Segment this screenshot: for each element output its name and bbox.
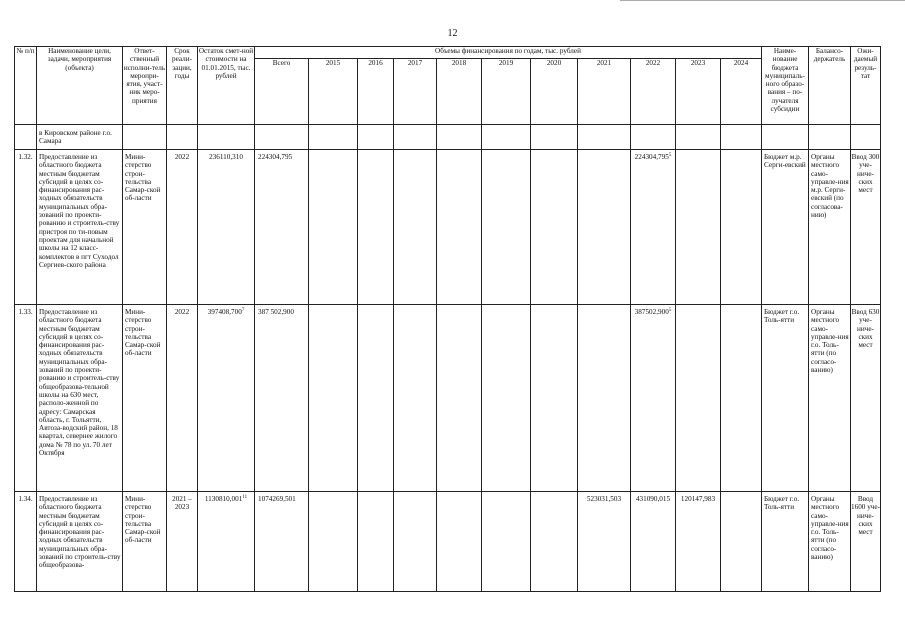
cell-empty xyxy=(762,125,809,150)
cell-empty xyxy=(394,125,437,150)
header-result: Ожи-даемый резуль-тат xyxy=(851,47,881,125)
row-y2015 xyxy=(309,492,358,592)
header-name: Наименование цели, задачи, мероприятия (объекта) xyxy=(37,47,123,125)
row-y2021: 523031,503 xyxy=(578,492,631,592)
row-y2024 xyxy=(721,305,762,492)
row-y2017 xyxy=(394,150,437,305)
row-y2015 xyxy=(309,150,358,305)
header-funding: Объемы финансирования по годам, тыс. рублей xyxy=(255,47,762,59)
row-responsible: Мини-стерство строи-тельства Самар-ской об-ласти xyxy=(123,492,167,592)
row-num: 1.32. xyxy=(15,150,37,305)
cell-empty xyxy=(531,125,578,150)
header-term: Срок реали-зации, годы xyxy=(167,47,198,125)
row-balance: 1130810,001$^{11}$ xyxy=(198,492,255,592)
table-row xyxy=(15,305,881,492)
row-y2016 xyxy=(358,305,394,492)
header-total: Всего xyxy=(255,59,309,125)
row-y2018 xyxy=(437,150,482,305)
row-num: 1.33. xyxy=(15,305,37,492)
cell-empty xyxy=(809,125,851,150)
row-holder: Органы местного само-управле-ния г.о. Толь-ятти (по согласо-ванию) xyxy=(809,305,851,492)
cell-empty xyxy=(167,125,198,150)
header-balance: Остаток смет-ной стоимости на 01.01.2015, тыс. рублей xyxy=(198,47,255,125)
row-result: Ввод 1600 уче-ниче-ских мест xyxy=(851,492,881,592)
row-total: 224304,795 xyxy=(255,150,309,305)
cell-empty xyxy=(631,125,676,150)
row-y2021 xyxy=(578,150,631,305)
row-holder: Органы местного само-управле-ния г.о. Толь-ятти (по согласо-ванию) xyxy=(809,492,851,592)
header-year-2023: 2023 xyxy=(676,59,721,125)
header-year-2015: 2015 xyxy=(309,59,358,125)
row-result: Ввод 630 уче-ниче-ских мест xyxy=(851,305,881,492)
row-y2022: 431090,015 xyxy=(631,492,676,592)
continuation-row xyxy=(15,125,881,150)
row-y2024 xyxy=(721,150,762,305)
cell-empty xyxy=(721,125,762,150)
row-y2019 xyxy=(482,150,531,305)
row-y2018 xyxy=(437,492,482,592)
row-name: Предоставление из областного бюджета местным бюджетам субсидий в целях со-финансирования рас-ходных обязательств муниципальных обра-зований по проекти-рованию и строитель-ству пристроя по ти-повым проектам для начальной школы на 12 класс-комплектов в пгт Суходол Сергиев-ского района xyxy=(37,150,123,305)
row-y2023 xyxy=(676,150,721,305)
header-year-2020: 2020 xyxy=(531,59,578,125)
header-num: № п/п xyxy=(15,47,37,125)
cell-empty xyxy=(255,125,309,150)
row-y2016 xyxy=(358,492,394,592)
row-y2024 xyxy=(721,492,762,592)
row-num: 1.34. xyxy=(15,492,37,592)
row-y2021 xyxy=(578,305,631,492)
row-balance: 236110,310 xyxy=(198,150,255,305)
row-y2023 xyxy=(676,305,721,492)
row-y2020 xyxy=(531,305,578,492)
row-responsible: Мини-стерство строи-тельства Самар-ской об-ласти xyxy=(123,150,167,305)
row-y2022: 224304,795$^5$ xyxy=(631,150,676,305)
row-y2016 xyxy=(358,150,394,305)
row-result: Ввод 300 уче-ниче-ских мест xyxy=(851,150,881,305)
cell-empty xyxy=(851,125,881,150)
header-year-2018: 2018 xyxy=(437,59,482,125)
cell-empty xyxy=(437,125,482,150)
cell-empty xyxy=(309,125,358,150)
row-name: Предоставление из областного бюджета местным бюджетам субсидий в целях со-финансирования рас-ходных обязательств муниципальных обра-зований по строитель-ству общеобразова- xyxy=(37,492,123,592)
row-term: 2022 xyxy=(167,150,198,305)
header-responsible: Ответ-ственный исполни-тель меропри-ятия, участ-ник меро-приятия xyxy=(123,47,167,125)
row-y2023: 120147,983 xyxy=(676,492,721,592)
header-year-2019: 2019 xyxy=(482,59,531,125)
header-holder: Балансо-держатель xyxy=(809,47,851,125)
row-y2020 xyxy=(531,150,578,305)
row-y2020 xyxy=(531,492,578,592)
row-holder: Органы местного само-управле-ния м.р. Серги-евский (по согласова-нию) xyxy=(809,150,851,305)
row-name: Предоставление из областного бюджета местным бюджетам субсидий в целях со-финансирования рас-ходных обязательств муниципальных обра-зований по проекти-рованию и строитель-ству общеобразова-тельной школы на 630 мест, располо-женной по адресу: Самарская область, г. Тольятти, Автоза-водский район, 18 квартал, севернее жилого дома № 78 по ул. 70 лет Октября xyxy=(37,305,123,492)
row-y2017 xyxy=(394,305,437,492)
table-row xyxy=(15,492,881,592)
cell-empty xyxy=(578,125,631,150)
row-y2015 xyxy=(309,305,358,492)
cell-empty xyxy=(482,125,531,150)
top-border-line xyxy=(620,0,905,2)
row-budget: Бюджет м.р. Серги-евский xyxy=(762,150,809,305)
row-budget: Бюджет г.о. Толь-ятти xyxy=(762,305,809,492)
row-budget: Бюджет г.о. Толь-ятти xyxy=(762,492,809,592)
row-balance: 397408,700$^7$ xyxy=(198,305,255,492)
row-responsible: Мини-стерство строи-тельства Самар-ской об-ласти xyxy=(123,305,167,492)
header-year-2016: 2016 xyxy=(358,59,394,125)
program-table xyxy=(14,46,881,592)
header-year-2021: 2021 xyxy=(578,59,631,125)
header-row-1 xyxy=(15,47,881,59)
row-total: 387 502,900 xyxy=(255,305,309,492)
cell-empty xyxy=(358,125,394,150)
row-y2017 xyxy=(394,492,437,592)
row-term: 2022 xyxy=(167,305,198,492)
table-row xyxy=(15,150,881,305)
row-y2022: 387502,900$^5$ xyxy=(631,305,676,492)
cell-empty xyxy=(676,125,721,150)
row-y2019 xyxy=(482,492,531,592)
header-year-2024: 2024 xyxy=(721,59,762,125)
continuation-text: в Кировском районе г.о. Самара xyxy=(37,125,123,150)
row-y2019 xyxy=(482,305,531,492)
cell-empty xyxy=(15,125,37,150)
page-number: 12 xyxy=(447,28,458,39)
row-y2018 xyxy=(437,305,482,492)
cell-empty xyxy=(198,125,255,150)
header-year-2022: 2022 xyxy=(631,59,676,125)
header-budget: Наиме-нование бюджета муниципаль-ного образо-вания – по-лучателя субсидии xyxy=(762,47,809,125)
row-term: 2021 – 2023 xyxy=(167,492,198,592)
cell-empty xyxy=(123,125,167,150)
row-total: 1074269,501 xyxy=(255,492,309,592)
header-year-2017: 2017 xyxy=(394,59,437,125)
